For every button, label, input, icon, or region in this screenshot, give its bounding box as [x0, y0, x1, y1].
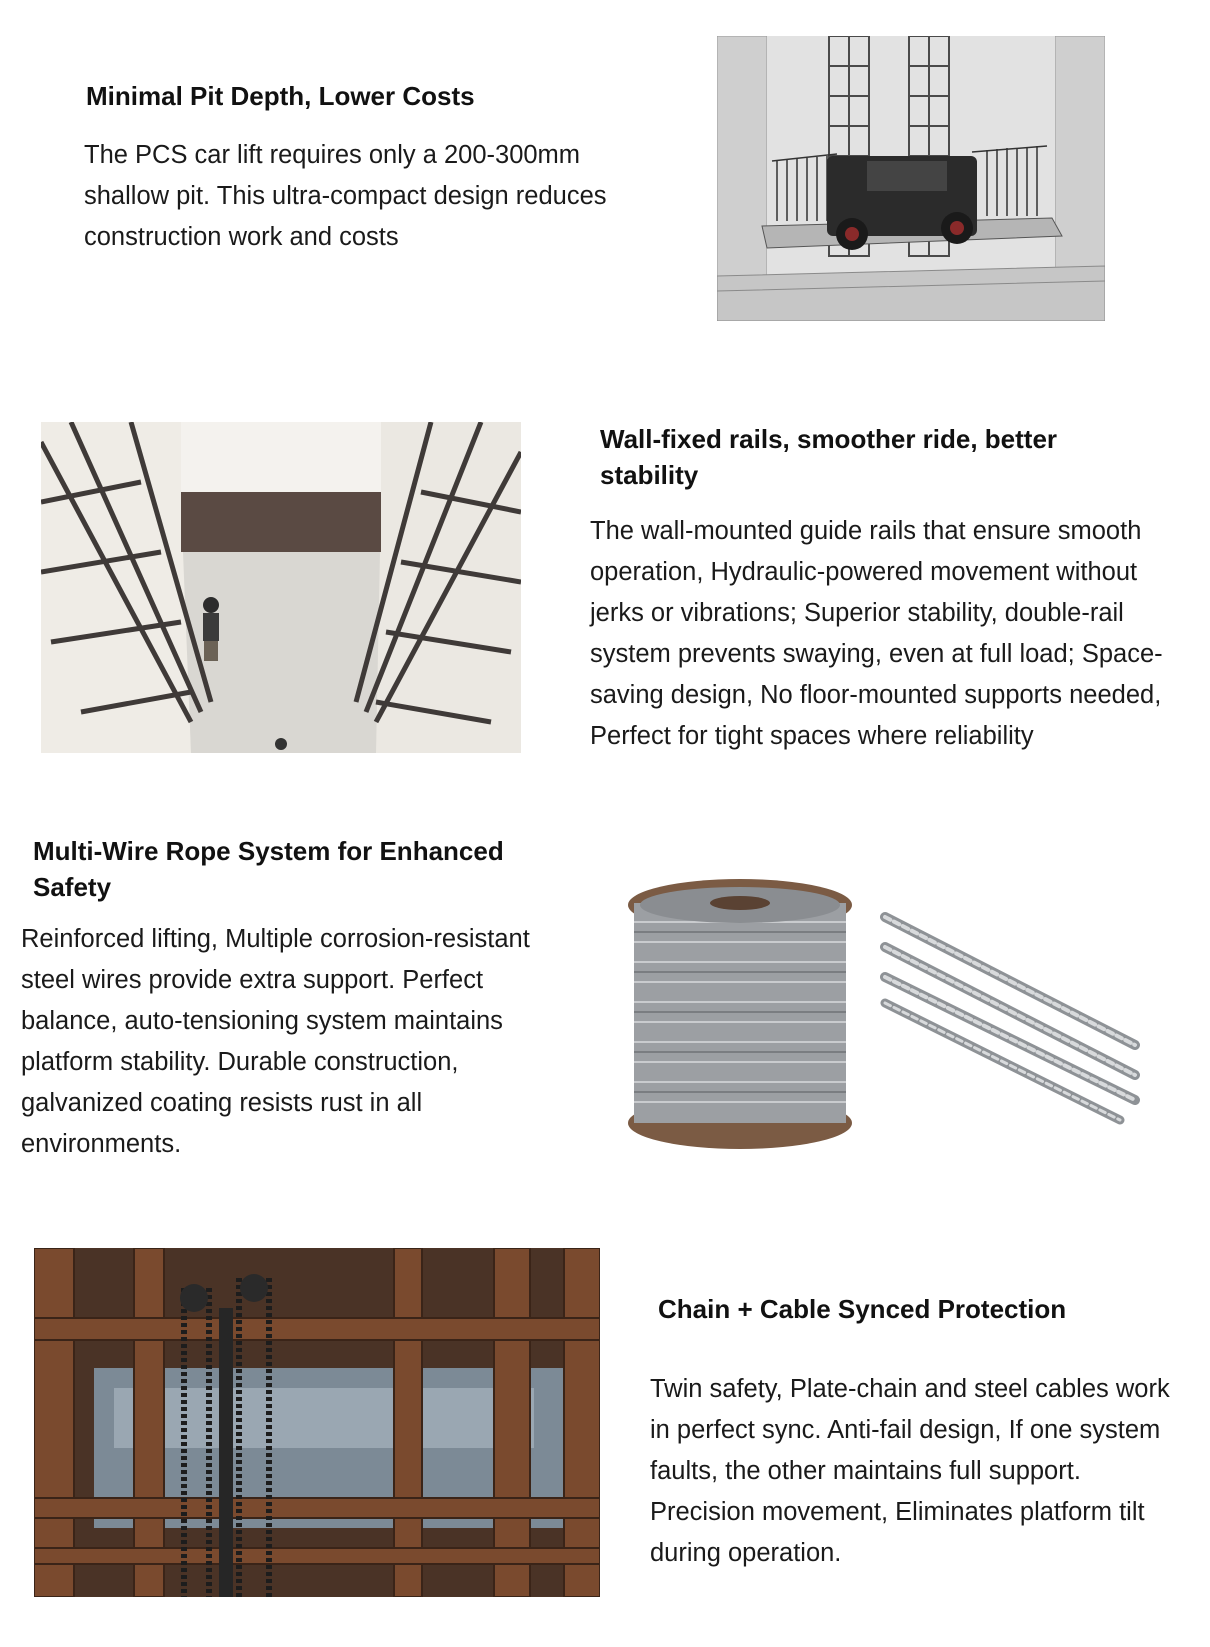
steel-cables-photo — [880, 905, 1142, 1125]
section-2-body: The wall-mounted guide rails that ensure smooth operation, Hydraulic-powered movement without jerks or vibrations; Superior stability, double-rail system prevents swaying, even at full load; Space-saving design, No floor-mounted supports needed, Perfect for tight spaces where reliability — [590, 517, 1163, 750]
section-4-body: Twin safety, Plate-chain and steel cables work in perfect sync. Anti-fail design, If one system faults, the other maintains full support. Precision movement, Eliminates platform tilt during operation. — [650, 1375, 1170, 1567]
section-1-body: The PCS car lift requires only a 200-300mm shallow pit. This ultra-compact design reduces construction work and costs — [84, 141, 607, 251]
chain-cable-mechanism-photo — [34, 1248, 600, 1597]
section-4-title: Chain + Cable Synced Protection — [658, 1294, 1067, 1324]
section-2-title: Wall-fixed rails, smoother ride, better stability — [600, 424, 1058, 490]
wall-rails-photo — [41, 422, 521, 753]
wire-rope-spool-photo — [624, 877, 856, 1149]
section-3-body: Reinforced lifting, Multiple corrosion-resistant steel wires provide extra support. Perfect balance, auto-tensioning system maintains platform stability. Durable construction, galvanized coating resists rust in all environments. — [21, 925, 530, 1158]
section-3-title: Multi-Wire Rope System for Enhanced Safety — [33, 836, 504, 902]
car-lift-pit-diagram — [717, 36, 1105, 321]
section-1-title: Minimal Pit Depth, Lower Costs — [86, 81, 475, 111]
